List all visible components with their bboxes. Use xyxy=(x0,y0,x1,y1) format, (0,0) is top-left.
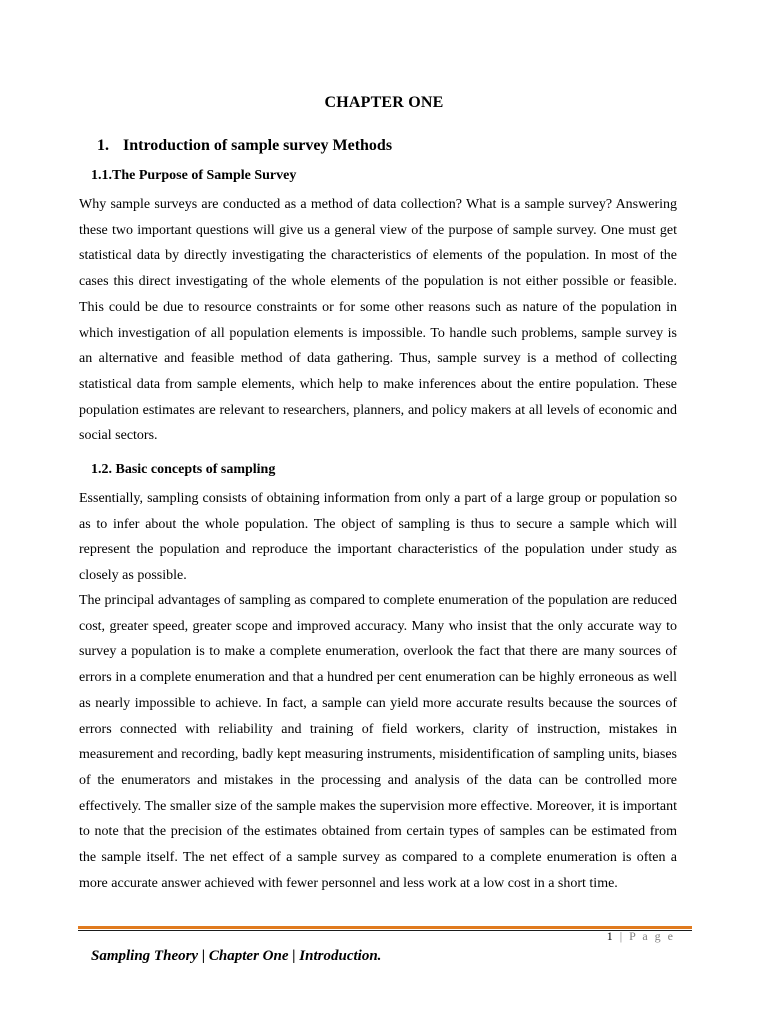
page-label: | P a g e xyxy=(619,929,675,943)
footer-running-title: Sampling Theory | Chapter One | Introduction. xyxy=(91,948,382,964)
chapter-title: CHAPTER ONE xyxy=(324,94,444,111)
page-number-value: 1 xyxy=(606,929,615,943)
paragraph-basic-concepts: Essentially, sampling consists of obtaining information from only a part of a large group or population so as to infer about the whole population. The object of sampling is thus to secure a sample which will represent the population and reproduce the important characteristics of the population under study as closely as possible. xyxy=(79,491,677,584)
footer-accent-rule xyxy=(78,926,692,929)
section-number: 1. xyxy=(97,137,109,154)
subsection-heading-basic-concepts: 1.2. Basic concepts of sampling xyxy=(91,462,276,477)
subsection-heading-purpose: 1.1.The Purpose of Sample Survey xyxy=(91,168,297,183)
page-number xyxy=(607,929,675,944)
footer-dark-rule xyxy=(78,930,692,931)
paragraph-purpose: Why sample surveys are conducted as a method of data collection? What is a sample survey? Answering these two important questions will give us a general view of the purpose of sample survey. One must get statistical data by directly investigating the characteristics of elements of the population. In most of the cases this direct investigating of the whole elements of the population is not either possible or feasible. This could be due to resource constraints or for some other reasons such as nature of the population in which investigation of all population elements is impossible. To handle such problems, sample survey is an alternative and feasible method of data gathering. Thus, sample survey is a method of collecting statistical data from sample elements, which help to make inferences about the entire population. These population estimates are relevant to researchers, planners, and policy makers at all levels of economic and social sectors. xyxy=(79,197,677,444)
section-title: Introduction of sample survey Methods xyxy=(123,137,393,154)
section-heading xyxy=(97,137,392,155)
paragraph-advantages: The principal advantages of sampling as compared to complete enumeration of the population are reduced cost, greater speed, greater scope and improved accuracy. Many who insist that the only accurate way to survey a population is to make a complete enumeration, overlook the fact that there are many sources of errors in a complete enumeration and that a hundred per cent enumeration can be highly erroneous as well as nearly impossible to achieve. In fact, a sample can yield more accurate results because the sources of errors connected with reliability and training of field workers, clarity of instruction, mistakes in measurement and recording, badly kept measuring instruments, misidentification of sampling units, biases of the enumerators and mistakes in the processing and analysis of the data can be controlled more effectively. The smaller size of the sample makes the supervision more effective. Moreover, it is important to note that the precision of the estimates obtained from certain types of samples can be estimated from the sample itself. The net effect of a sample survey as compared to a complete enumeration is often a more accurate answer achieved with fewer personnel and less work at a low cost in a short time. xyxy=(79,593,677,891)
